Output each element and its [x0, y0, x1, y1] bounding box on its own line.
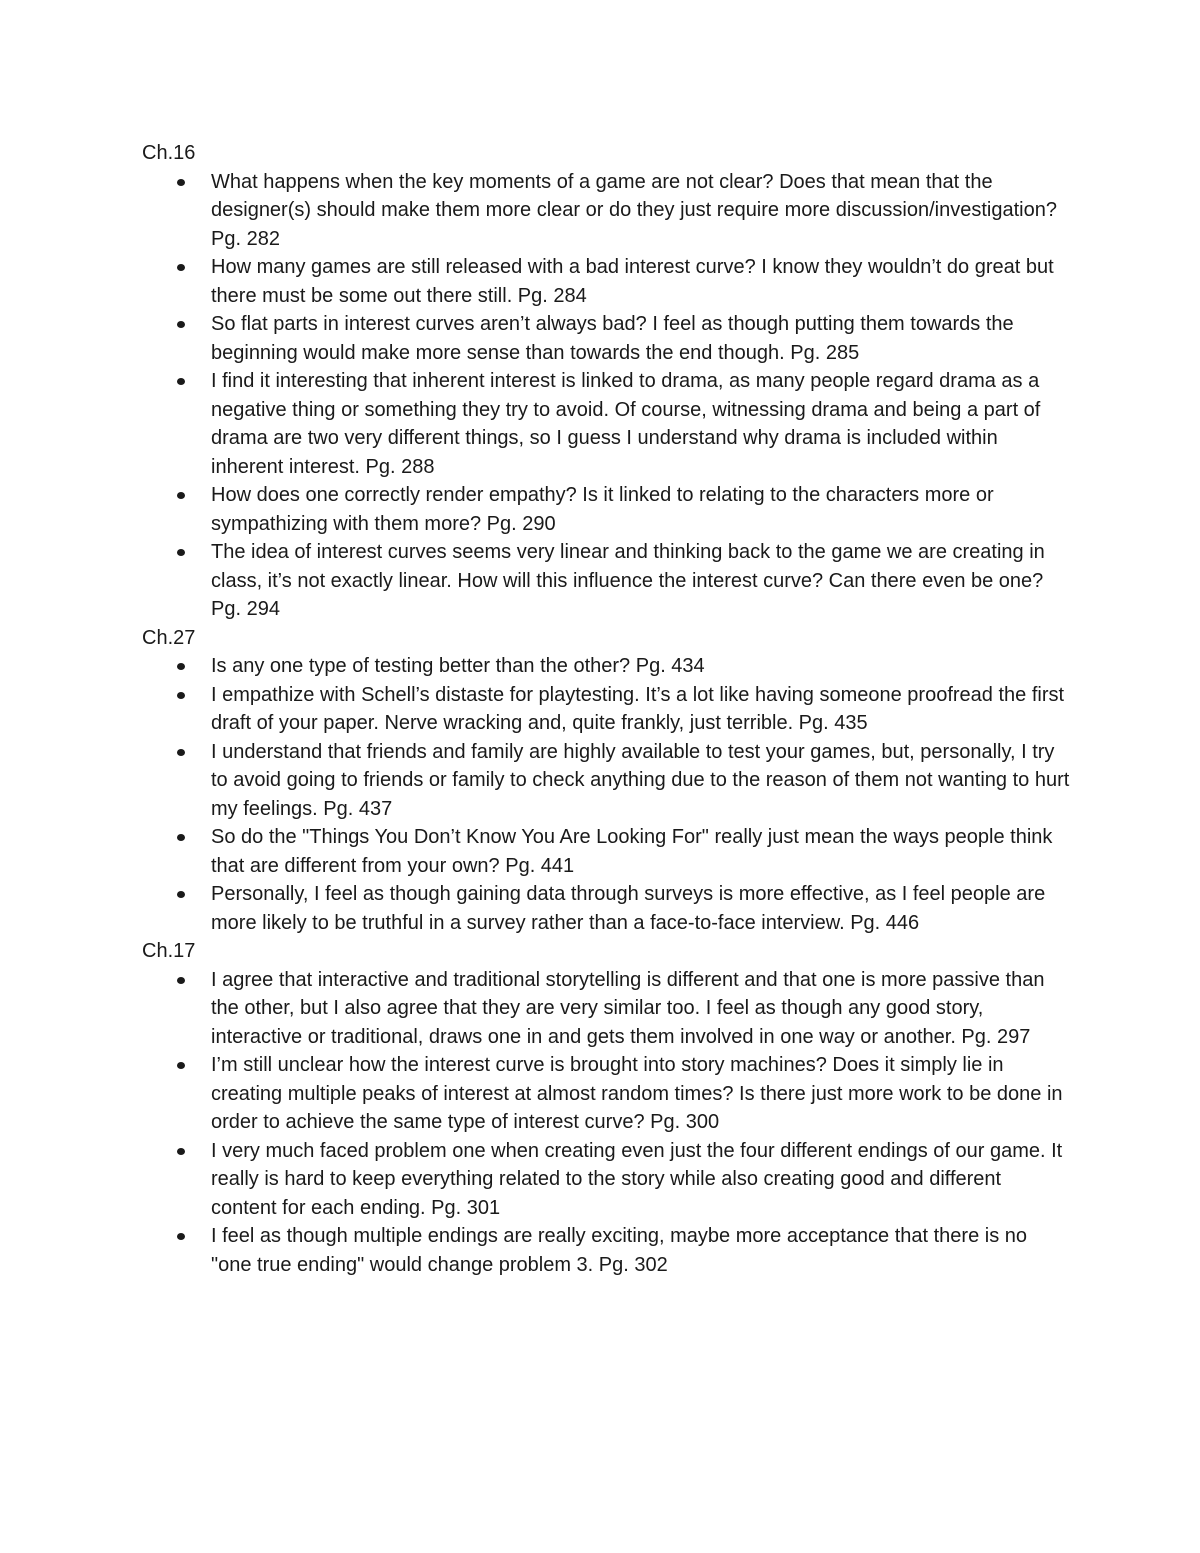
bullet-icon [177, 378, 185, 385]
list-item [211, 681, 1072, 738]
list-item [211, 823, 1072, 880]
note-text: I empathize with Schell’s distaste for playtesting. It’s a lot like having someone proofread the first draft of your paper. Nerve wracking and, quite frankly, just terrible. Pg. 435 [211, 683, 1065, 734]
list-item [211, 367, 1072, 481]
note-text: I feel as though multiple endings are really exciting, maybe more acceptance that there is no "one true ending" would change problem 3. Pg. 302 [211, 1225, 1028, 1276]
bullet-icon [177, 891, 185, 898]
note-text: The idea of interest curves seems very linear and thinking back to the game we are creating in class, it’s not exactly linear. How will this influence the interest curve? Can there even be one? Pg. 294 [211, 541, 1045, 620]
list-item [211, 738, 1072, 824]
bullet-icon [177, 1233, 185, 1240]
list-item [211, 966, 1072, 1052]
list-item [211, 310, 1072, 367]
notes-list-ch27 [142, 652, 1072, 937]
note-text: I’m still unclear how the interest curve is brought into story machines? Does it simply lie in creating multiple peaks of interest at almost random times? Is there just more work to be done in order to achieve the same type of interest curve? Pg. 300 [211, 1054, 1063, 1133]
note-text: How does one correctly render empathy? Is it linked to relating to the characters more or sympathizing with them more? Pg. 290 [211, 484, 994, 535]
bullet-icon [177, 749, 185, 756]
section-heading-ch16: Ch.16 [142, 142, 196, 164]
list-item [211, 481, 1072, 538]
section-heading-ch27: Ch.27 [142, 626, 196, 649]
bullet-icon [177, 179, 185, 186]
note-text: So do the "Things You Don’t Know You Are Looking For" really just mean the ways people think that are different from your own? Pg. 441 [211, 826, 1053, 877]
note-text: I find it interesting that inherent interest is linked to drama, as many people regard drama as a negative thing or something they try to avoid. Of course, witnessing drama and being a part of drama are two very different things, so I guess I understand why drama is included within inherent interest. Pg. 288 [211, 370, 1041, 478]
list-item [211, 1051, 1072, 1137]
list-item [211, 168, 1072, 254]
list-item [211, 880, 1072, 937]
note-text: So flat parts in interest curves aren’t always bad? I feel as though putting them towards the beginning would make more sense than towards the end though. Pg. 285 [211, 313, 1014, 364]
list-item [211, 652, 1072, 681]
bullet-icon [177, 321, 185, 328]
note-text: I agree that interactive and traditional storytelling is different and that one is more passive than the other, but I also agree that they are very similar too. I feel as though any good story, interactive or traditional, draws one in and gets them involved in one way or another. Pg. 297 [211, 968, 1045, 1048]
list-item [211, 253, 1072, 310]
note-text: Personally, I feel as though gaining data through surveys is more effective, as I feel people are more likely to be truthful in a survey rather than a face-to-face interview. Pg. 446 [211, 883, 1046, 934]
bullet-icon [177, 549, 185, 556]
note-text: How many games are still released with a bad interest curve? I know they wouldn’t do great but there must be some out there still. Pg. 284 [211, 256, 1054, 307]
note-text: What happens when the key moments of a game are not clear? Does that mean that the designer(s) should make them more clear or do they just require more discussion/investigation? Pg. 282 [211, 170, 1057, 250]
note-text: I understand that friends and family are highly available to test your games, but, personally, I try to avoid going to friends or family to check anything due to the reason of them not wanting to hurt my feelings. Pg. 437 [211, 740, 1070, 820]
notes-list-ch16 [142, 168, 1072, 624]
note-text: Is any one type of testing better than the other? Pg. 434 [211, 655, 705, 677]
bullet-icon [177, 264, 185, 271]
section-heading-ch17: Ch.17 [142, 940, 196, 962]
notes-list-ch17 [142, 966, 1072, 1280]
bullet-icon [177, 1148, 185, 1155]
bullet-icon [177, 834, 185, 841]
list-item [211, 1137, 1072, 1223]
document-page [142, 139, 1072, 1279]
bullet-icon [177, 1062, 185, 1069]
bullet-icon [177, 492, 185, 499]
note-text: I very much faced problem one when creating even just the four different endings of our game. It really is hard to keep everything related to the story while also creating good and different content for each ending. Pg. 301 [211, 1139, 1063, 1219]
list-item [211, 538, 1072, 624]
bullet-icon [177, 977, 185, 984]
list-item [211, 1222, 1072, 1279]
bullet-icon [177, 692, 185, 699]
bullet-icon [177, 663, 185, 670]
